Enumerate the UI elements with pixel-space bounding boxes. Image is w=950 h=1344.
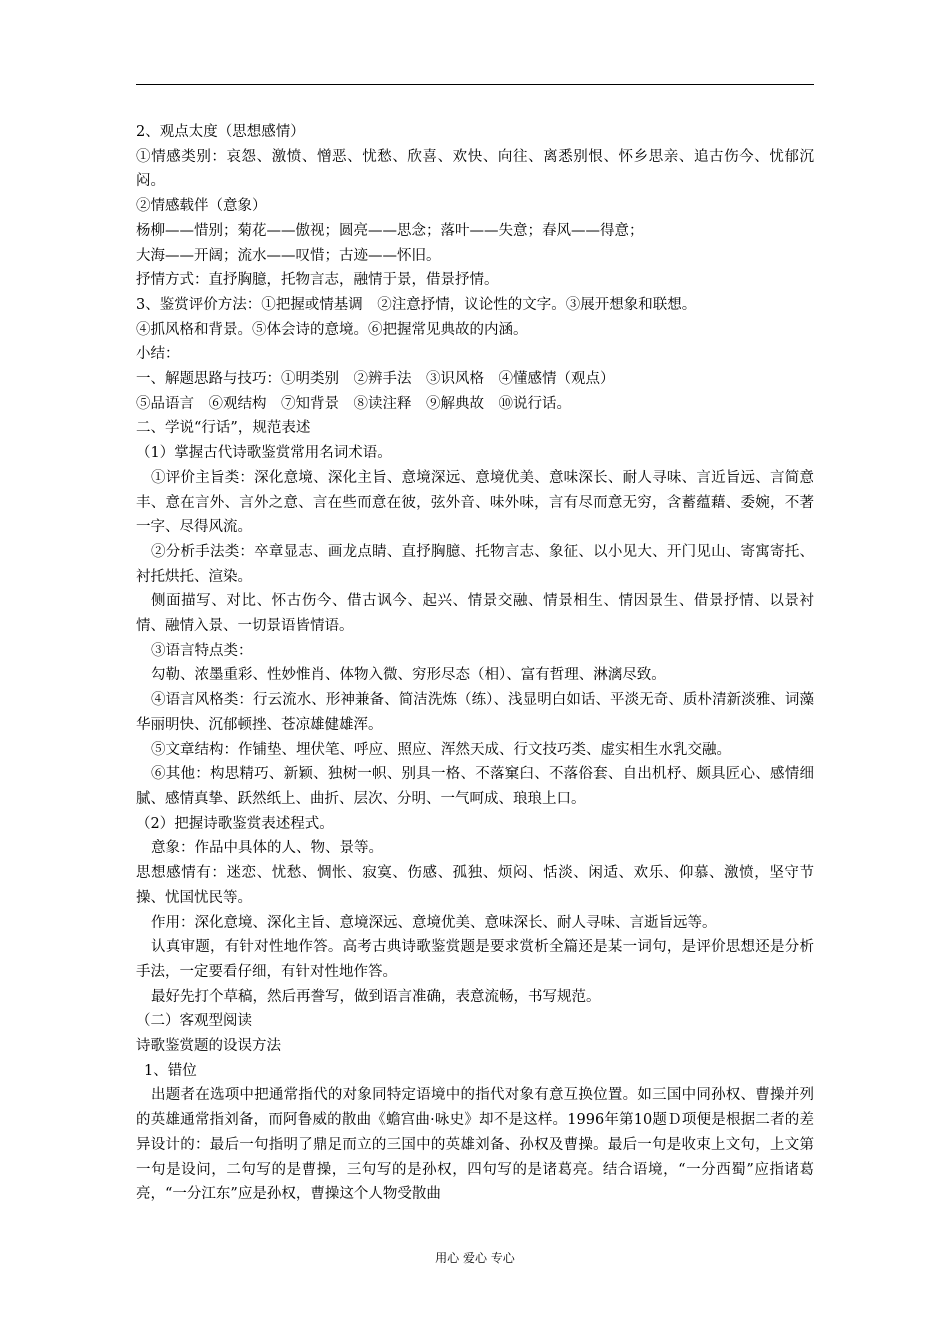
heading-viewpoint: 2、观点太度（思想感情）	[136, 124, 305, 140]
formula-function: 作用：深化意境、深化主旨、意境深远、意境优美、意味深长、耐人寻味、言逝旨远等。	[151, 914, 717, 931]
misleading-methods-heading: 诗歌鉴赏题的设误方法	[136, 1038, 281, 1055]
term-language-style: ④语言风格类：行云流水、形神兼备、简洁洗炼（练）、浅显明白如话、平淡无奇、质朴清新淡雅、词藻华丽明快、沉郁顿挫、苍凉雄健雄浑。	[136, 692, 814, 733]
formula-imagery: 意象：作品中具体的人、物、景等。	[151, 840, 383, 857]
paragraph-emotion-types: ①情感类别：哀怨、激愤、憎恶、忧愁、欣喜、欢快、向往、离悉别恨、怀乡思亲、追古伤今、忧郁沉闷。	[136, 148, 814, 190]
term-technique: ②分析手法类：卒章显志、画龙点睛、直抒胸臆、托物言志、象征、以小见大、开门见山、寄寓寄托、衬托烘托、渲染。	[136, 543, 814, 585]
advice-read-question: 认真审题，有针对性地作答。高考古典诗歌鉴赏题是要求赏析全篇还是某一词句，是评价思想还是分析手法，一定要看仔细，有针对性地作答。	[136, 939, 814, 980]
term-other: ⑥其他：构思精巧、新颖、独树一帜、别具一格、不落窠臼、不落俗套、自出机杼、颇具匠心、感情细腻、感情真挚、跃然纸上、曲折、层次、分明、一气呵成、琅琅上口。	[136, 766, 814, 807]
summary-heading: 小结：	[136, 346, 180, 363]
term-language-features-heading: ③语言特点类：	[151, 642, 253, 659]
subsection-formula: （2）把握诗歌鉴赏表述程式。	[136, 815, 334, 832]
method-misplacement-text: 出题者在选项中把通常指代的对象同特定语境中的指代对象有意互换位置。如三国中同孙权、曹操并列的英雄通常指刘备，而阿鲁威的散曲《蟾宫曲·咏史》却不是这样。1996年第10题Ｄ项便是根据二者的差异设计的：最后一句指明了鼎足而立的三国中的英雄刘备、孙权及曹操。最后一句是收束上文句，上文第一句是设问，二句写的是曹操，三句写的是孙权，四句写的是诸葛亮。结合语境，“一分西蜀”应指诸葛亮，“一分江东”应是孙权，曹操这个人物受散曲	[136, 1087, 814, 1203]
imagery-line-1: 杨柳——惜别；菊花——傲视；圆亮——思念；落叶——失意；春风——得意；	[136, 222, 644, 239]
document-body	[136, 120, 814, 1207]
term-language-features: 勾勒、浓墨重彩、性妙惟肖、体物入微、穷形尽态（相）、富有哲理、淋漓尽致。	[151, 667, 666, 684]
appreciation-methods-2: ④抓风格和背景。⑤体会诗的意境。⑥把握常见典故的内涵。	[136, 321, 528, 338]
heading-emotion-carriers: ②情感载伴（意象）	[136, 198, 267, 215]
page-footer: 用心 爱心 专心	[435, 1251, 515, 1265]
summary-steps-2: ⑤品语言 ⑥观结构 ⑦知背景 ⑧读注释 ⑨解典故 ⑩说行话。	[136, 395, 571, 412]
term-structure: ⑤文章结构：作铺垫、埋伏笔、呼应、照应、浑然天成、行文技巧类、虚实相生水乳交融。	[151, 741, 731, 758]
term-technique-more: 侧面描写、对比、怀古伤今、借古讽今、起兴、情景交融、情景相生、情因景生、借景抒情、以景衬情、融情入景、一切景语皆情语。	[136, 593, 814, 635]
method-misplacement-heading: 1、错位	[144, 1062, 197, 1079]
lyric-methods: 抒情方式：直抒胸臆，托物言志，融情于景，借景抒情。	[136, 272, 499, 289]
section-objective-heading: （二）客观型阅读	[136, 1013, 252, 1030]
header-rule	[136, 84, 814, 85]
term-evaluation: ①评价主旨类：深化意境、深化主旨、意境深远、意境优美、意味深长、耐人寻味、言近旨远、言简意丰、意在言外、言外之意、言在些而意在彼，弦外音、味外味，言有尽而意无穷，含蓄蕴藉、委婉，不著一字、尽得风流。	[136, 469, 814, 536]
summary-steps-1: 一、解题思路与技巧：①明类别 ②辨手法 ③识风格 ④懂感情（观点）	[136, 371, 615, 388]
section-two-heading: 二、学说“行话”，规范表述	[136, 420, 311, 437]
advice-draft: 最好先打个草稿，然后再誊写，做到语言准确，表意流畅，书写规范。	[151, 988, 601, 1005]
subsection-terms: （1）掌握古代诗歌鉴赏常用名词术语。	[136, 445, 392, 462]
appreciation-methods-1: 3、鉴赏评价方法：①把握或情基调 ②注意抒情，议论性的文字。③展开想象和联想。	[136, 296, 697, 313]
formula-emotions: 思想感情有：迷恋、忧愁、惆怅、寂寞、伤感、孤独、烦闷、恬淡、闲适、欢乐、仰慕、激愤，坚守节操、忧国忧民等。	[136, 865, 814, 906]
imagery-line-2: 大海——开阔；流水——叹惜；古迹——怀旧。	[136, 247, 441, 264]
